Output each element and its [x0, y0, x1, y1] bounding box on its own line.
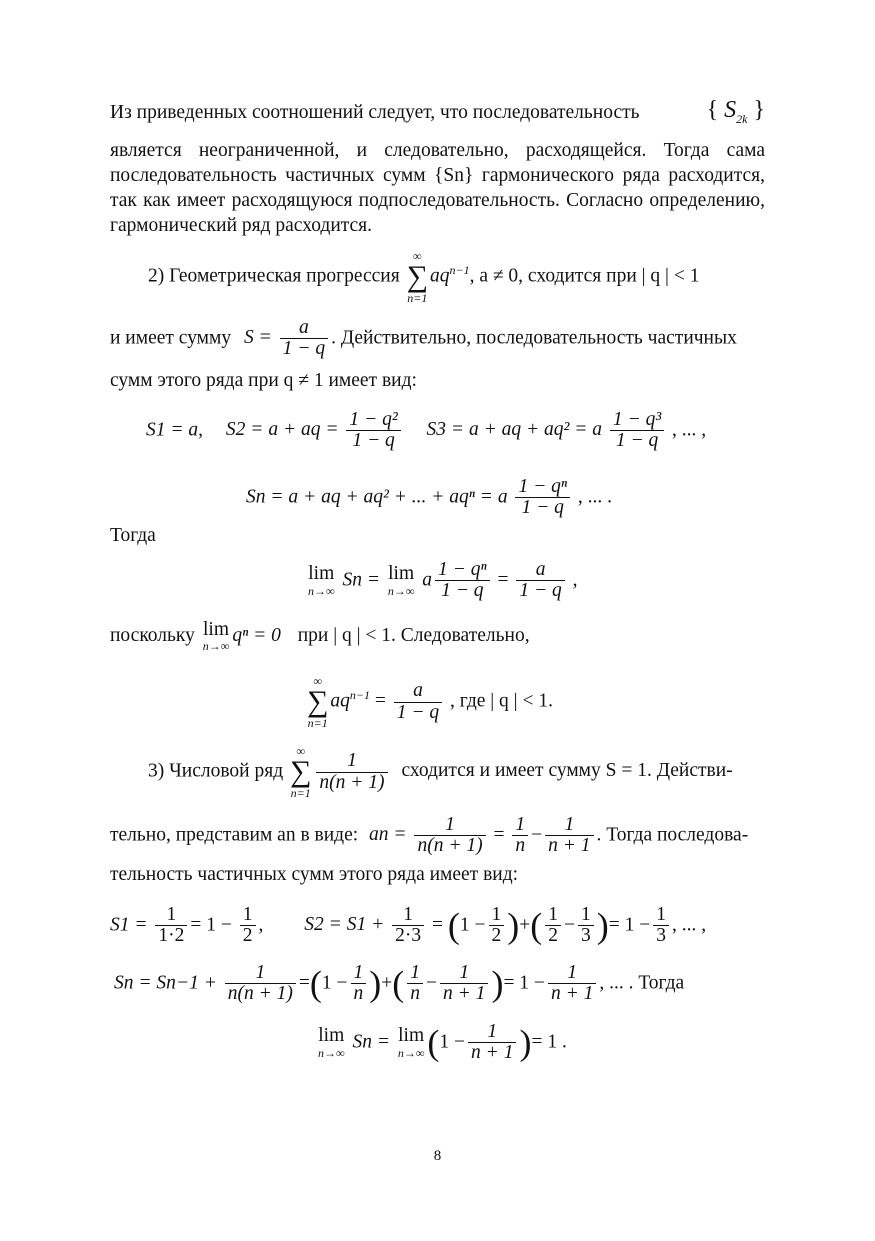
item3-line1: [148, 745, 733, 799]
eq-Sn: Sn = a + aq + aq² + ... + aqⁿ = a: [246, 486, 508, 508]
seq-sub: 2k: [736, 111, 748, 126]
sum-term-exp: n−1: [449, 262, 470, 277]
lim-operator-3: lim n→∞: [202, 619, 230, 654]
an-fraction: $\frac{1}{n(n + 1)}$: [414, 815, 485, 857]
item3-series-fraction: $\frac{1}{n(n + 1)}$: [316, 751, 387, 793]
eq-geometric-sum: ∞ ∑ n=1 $aq^{n-1}$ = $\frac{a}{1 - q}$ , где | q | < 1.: [307, 674, 553, 730]
eq-Sn-fraction: $\frac{\text{1 − qⁿ}}{1 - q}$: [515, 477, 570, 519]
eq-S1-S2: S1 = $\frac{1}{1\cdot 2}$ = 1 − $\frac{1}{2}$ , S2 = S1 + $\frac{1}{2\cdot 3}$ = (1 − $\frac{1}{2}$ )+( $\frac{1}{2}$ − $\frac{1}{3}$ )= 1 − $\frac{1}{3}$ , ... ,: [110, 904, 707, 947]
item2-line2: [110, 318, 737, 360]
item2-intro: 2) Геометрическая прогрессия: [148, 265, 400, 287]
lim-operator: lim n→∞: [308, 563, 335, 598]
since-pre: поскольку: [110, 625, 195, 646]
eq-S3: S3 = a + aq + aq² = a: [426, 419, 603, 441]
then-word: Тогда: [110, 525, 156, 546]
sigma-symbol: ∑: [406, 260, 428, 293]
item3-line3: тельность частичных сумм этого ряда имеет вид:: [110, 864, 519, 885]
item3-post: сходится и имеет сумму S = 1. Действи-: [401, 760, 733, 782]
lim-Sn: Sn =: [342, 569, 380, 591]
eq-partial-sums-1: S1 = a, S2 = a + aq = $\frac{\text{1 − q²}}{1 - q}$ S3 = a + aq + aq² = a $\frac{\text{1 − q³}}{1 - q}$ , ... ,: [146, 409, 707, 452]
item3-line2: тельно, представим an в виде: an = $\frac{1}{n(n + 1)}$ = $\frac{1}{n}$ − $\frac{1}{n + 1}$ . Тогда последова-: [110, 814, 749, 857]
item2-line1: [148, 250, 699, 304]
item2-line2-post: . Действительно, последовательность частичных: [331, 327, 737, 349]
since-expr: qⁿ = 0: [232, 625, 281, 646]
eq-S2: S2 = a + aq =: [225, 419, 339, 441]
item2-cond: , a ≠ 0, сходится при | q | < 1: [469, 265, 700, 287]
item2-line2-pre: и имеет сумму: [110, 327, 232, 349]
item2-line3: сумм этого ряда при q ≠ 1 имеет вид:: [110, 370, 417, 391]
item3-line2-pre: тельно, представим an в виде:: [110, 824, 359, 846]
page-number: 8: [433, 1148, 442, 1164]
geometric-sum-fraction: $\frac{a}{1 - q}$: [394, 681, 442, 723]
seq-set: { $S_{2k}$ }: [706, 97, 765, 126]
para1-rest: является неограниченной, и следовательно, расходящейся. Тогда сама последовательность частичных сумм {Sn} гармонического ряда расходится, так как имеет расходящуюся подпоследовательность. Согласно определению, гармонический ряд расходится.: [110, 140, 765, 236]
sum-S-fraction: $\frac{a}{1 - q}$: [280, 318, 328, 360]
eq-limit: lim n→∞ Sn = lim n→∞ a $\frac{\text{1 − qⁿ}}{1 - q}$ = $\frac{a}{1 - q}$ ,: [308, 559, 578, 602]
sum-operator: [407, 250, 428, 304]
sum-operator-2: ∞ ∑ n=1: [307, 674, 329, 730]
eq-S3-fraction: $\frac{\text{1 − q³}}{1 - q}$: [610, 410, 664, 452]
eq-partial-sums-n: Sn = a + aq + aq² + ... + aqⁿ = a $\frac{\text{1 − qⁿ}}{1 - q}$ , ... .: [246, 476, 613, 519]
eq-Sn-harmonic: Sn = Sn−1 + $\frac{1}{n(n + 1)}$ =(1 − $\frac{1}{n}$ )+( $\frac{1}{n}$ − $\frac{1}{n + 1}$ )= 1 − $\frac{1}{n + 1}$ , ... . Тогда: [114, 962, 685, 1005]
lim-fraction: $\frac{\text{1 − qⁿ}}{1 - q}$: [435, 560, 490, 602]
eq-harmonic-limit: lim n→∞ Sn = lim n→∞ (1 − $\frac{1}{n + 1}$ )= 1 .: [318, 1021, 567, 1064]
sum-S-eq: S =: [244, 327, 272, 349]
sum-bottom: n=1: [407, 291, 428, 305]
seq-symbol: S: [724, 97, 737, 123]
sum-top: ∞: [412, 249, 422, 263]
para1-line1: [110, 97, 765, 126]
para1-text: Из приведенных соотношений следует, что последовательность: [110, 102, 640, 123]
item3-intro: 3) Числовой ряд: [148, 760, 284, 782]
sum-term: aq: [429, 265, 450, 287]
lim-operator-2: lim n→∞: [387, 563, 415, 598]
since-post: при | q | < 1. Следовательно,: [297, 625, 530, 646]
eq-S2-fraction: $\frac{\text{1 − q²}}{1 - q}$: [346, 410, 400, 452]
eq-S1: S1 = a,: [146, 419, 204, 441]
since-line: [110, 620, 530, 653]
item3-line2-post: . Тогда последова-: [596, 824, 749, 846]
lim-result: $\frac{a}{1 - q}$: [516, 560, 564, 602]
sum-operator-3: ∞ ∑ n=1: [290, 744, 312, 800]
